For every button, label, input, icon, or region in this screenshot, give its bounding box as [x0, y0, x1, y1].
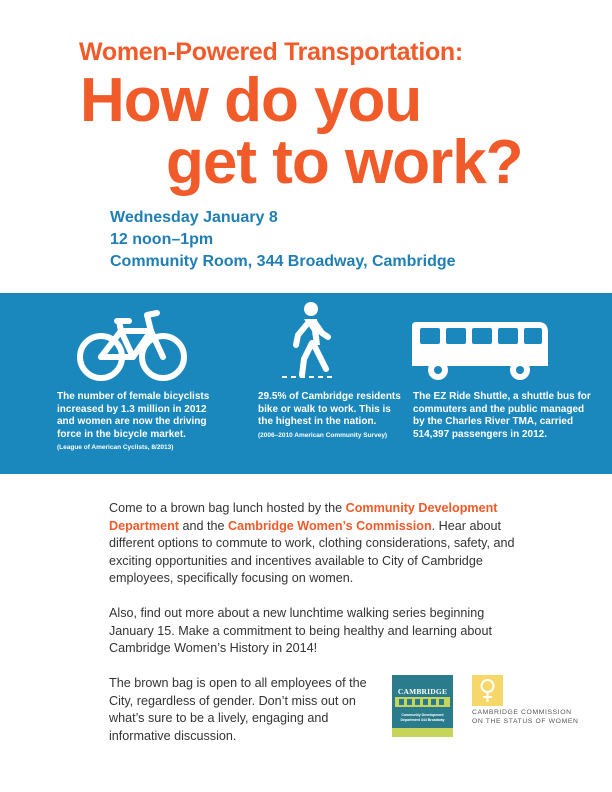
- event-location: Community Room, 344 Broadway, Cambridge: [110, 253, 456, 270]
- headline-line-2: get to work?: [166, 128, 523, 197]
- body-paragraph-2: Also, find out more about a new lunchtime walking series beginning January 15. Make a commitment to being healthy and learning about Cambridge Women’s History in 2014!: [109, 606, 492, 655]
- cdd-logo-subtitle: Community Development Department 344 Broadway: [400, 713, 445, 722]
- event-time: 12 noon–1pm: [110, 231, 214, 248]
- subtitle: Women-Powered Transportation:: [79, 38, 463, 66]
- stat-source: (League of American Cyclists, 8/2013): [57, 444, 174, 451]
- commission-name: CAMBRIDGE COMMISSION ON THE STATUS OF WOMEN: [472, 709, 579, 725]
- body-paragraph-3: The brown bag is open to all employees of the City, regardless of gender. Don’t miss out on what’s sure to be a lively, engaging and informative discussion.: [109, 676, 367, 743]
- cdd-logo: [392, 675, 453, 737]
- cdd-logo-underline: [392, 728, 453, 737]
- event-date: Wednesday January 8: [110, 209, 278, 226]
- body-text-span: . Hear about different options to commute to work, clothing considerations, safety, and exciting opportunities and incentives available to City of Cambridge employees, specifically focusing on women.: [109, 518, 515, 585]
- cdd-logo-bar: [395, 697, 450, 707]
- body-text-span: Come to a brown bag lunch hosted by the: [109, 501, 346, 515]
- event-details: [110, 207, 456, 273]
- stat-bicyclists: [57, 391, 227, 451]
- bus-icon: [410, 318, 550, 382]
- body-text-span: and the: [178, 518, 229, 533]
- headline-line-1: How do you: [80, 66, 422, 135]
- stats-band: [0, 293, 612, 474]
- body-paragraph-1: [109, 500, 529, 588]
- stat-source: (2006–2010 American Community Survey): [258, 431, 388, 439]
- bicycle-icon: [73, 305, 191, 383]
- venus-icon: [472, 675, 503, 706]
- cdd-highlight: Community Development Department: [109, 501, 498, 533]
- stat-shuttle: [413, 391, 593, 441]
- stat-bike-walk: [258, 391, 408, 439]
- commission-highlight: Cambridge Women’s Commission: [228, 518, 432, 533]
- pedestrian-icon: [282, 301, 336, 381]
- cdd-logo-title: CAMBRIDGE: [397, 687, 448, 696]
- stat-text: The EZ Ride Shuttle, a shuttle bus for commuters and the public managed by the Charles River TMA, carried 514,397 passengers in 2012.: [413, 391, 591, 440]
- stat-text: The number of female bicyclists increased by 1.3 million in 2012 and women are now the driving force in the bicycle market.: [57, 391, 210, 440]
- stat-text: 29.5% of Cambridge residents bike or walk to work. This is the highest in the nation.: [258, 391, 401, 427]
